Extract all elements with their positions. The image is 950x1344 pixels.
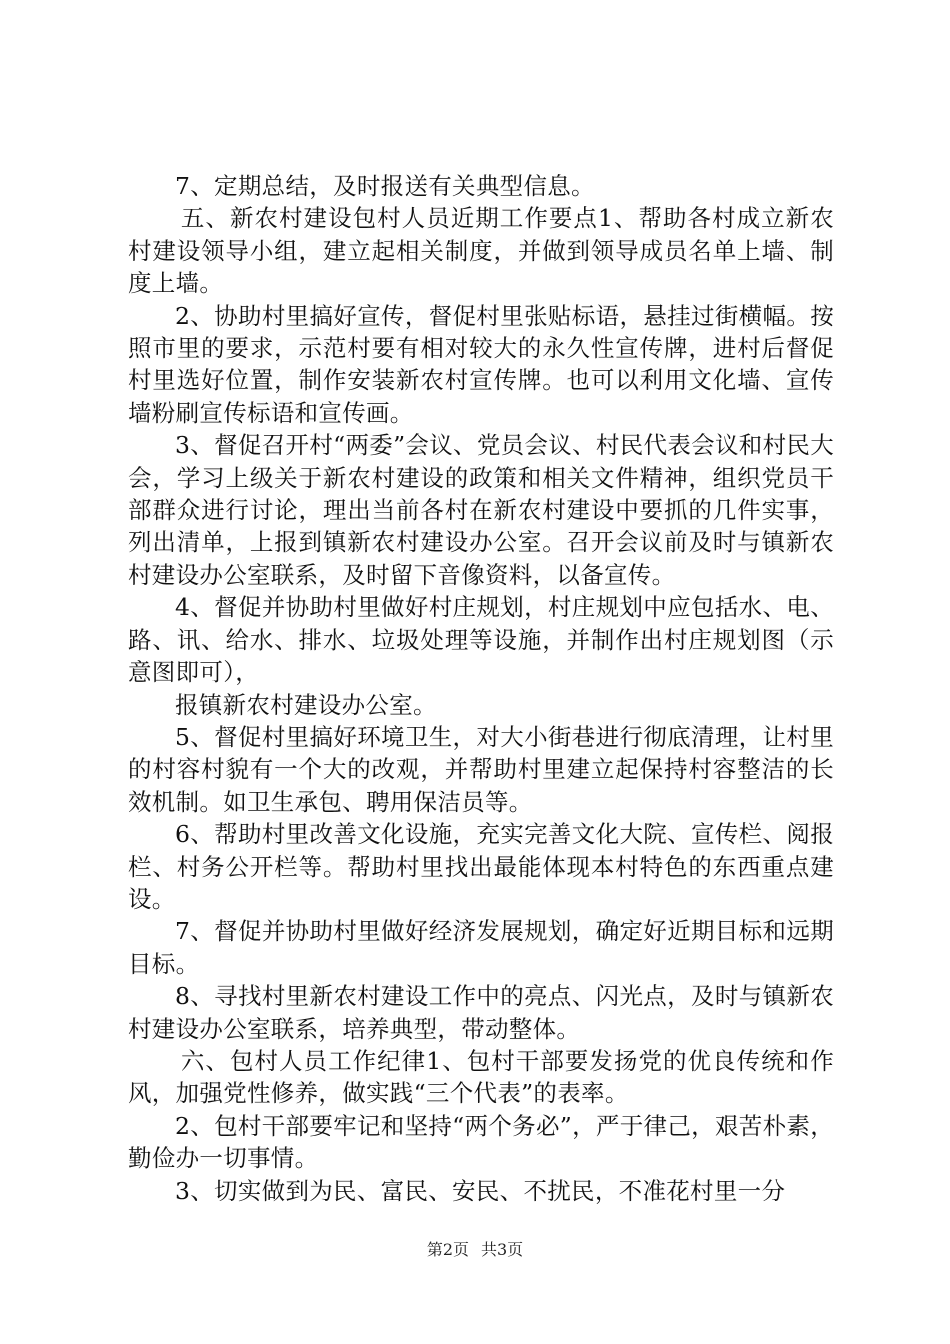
- paragraph-2-section-five: 五、新农村建设包村人员近期工作要点1、帮助各村成立新农村建设领导小组，建立起相关制度，并做到领导成员名单上墙、制度上墙。: [128, 204, 834, 298]
- document-body: [128, 170, 834, 1207]
- paragraph-11-section-six: 六、包村人员工作纪律1、包村干部要发扬党的优良传统和作风，加强党性修养，做实践“三个代表”的表率。: [128, 1046, 834, 1108]
- paragraph-9: 7、督促并协助村里做好经济发展规划，确定好近期目标和远期目标。: [128, 917, 834, 978]
- paragraph-7: 5、督促村里搞好环境卫生，对大小街巷进行彻底清理，让村里的村容村貌有一个大的改观，并帮助村里建立起保持村容整洁的长效机制。如卫生承包、聘用保洁员等。: [128, 722, 834, 816]
- paragraph-13: 3、切实做到为民、富民、安民、不扰民，不准花村里一分: [175, 1176, 786, 1205]
- page-total: 共3页: [481, 1240, 524, 1259]
- page-number: 第2页: [426, 1240, 469, 1259]
- paragraph-3: 2、协助村里搞好宣传，督促村里张贴标语，悬挂过街横幅。按照市里的要求，示范村要有相对较大的永久性宣传牌，进村后督促村里选好位置，制作安装新农村宣传牌。也可以利用文化墙、宣传墙粉刷宣传标语和宣传画。: [128, 301, 834, 427]
- paragraph-10: 8、寻找村里新农村建设工作中的亮点、闪光点，及时与镇新农村建设办公室联系，培养典型，带动整体。: [128, 982, 834, 1043]
- paragraph-1: 7、定期总结，及时报送有关典型信息。: [175, 172, 595, 200]
- paragraph-4: 3、督促召开村“两委”会议、党员会议、村民代表会议和村民大会，学习上级关于新农村建设的政策和相关文件精神，组织党员干部群众进行讨论，理出当前各村在新农村建设中要抓的几件实事，列出清单，上报到镇新农村建设办公室。召开会议前及时与镇新农村建设办公室联系，及时留下音像资料，以备宣传。: [128, 431, 834, 589]
- paragraph-12: 2、包村干部要牢记和坚持“两个务必”，严于律己，艰苦朴素，勤俭办一切事情。: [128, 1111, 834, 1173]
- paragraph-5: 4、督促并协助村里做好村庄规划，村庄规划中应包括水、电、路、讯、给水、排水、垃圾处理等设施，并制作出村庄规划图（示意图即可），: [128, 593, 834, 687]
- page-footer: [0, 1240, 950, 1260]
- paragraph-6: 报镇新农村建设办公室。: [175, 690, 437, 719]
- paragraph-8: 6、帮助村里改善文化设施，充实完善文化大院、宣传栏、阅报栏、村务公开栏等。帮助村里找出最能体现本村特色的东西重点建设。: [128, 820, 834, 913]
